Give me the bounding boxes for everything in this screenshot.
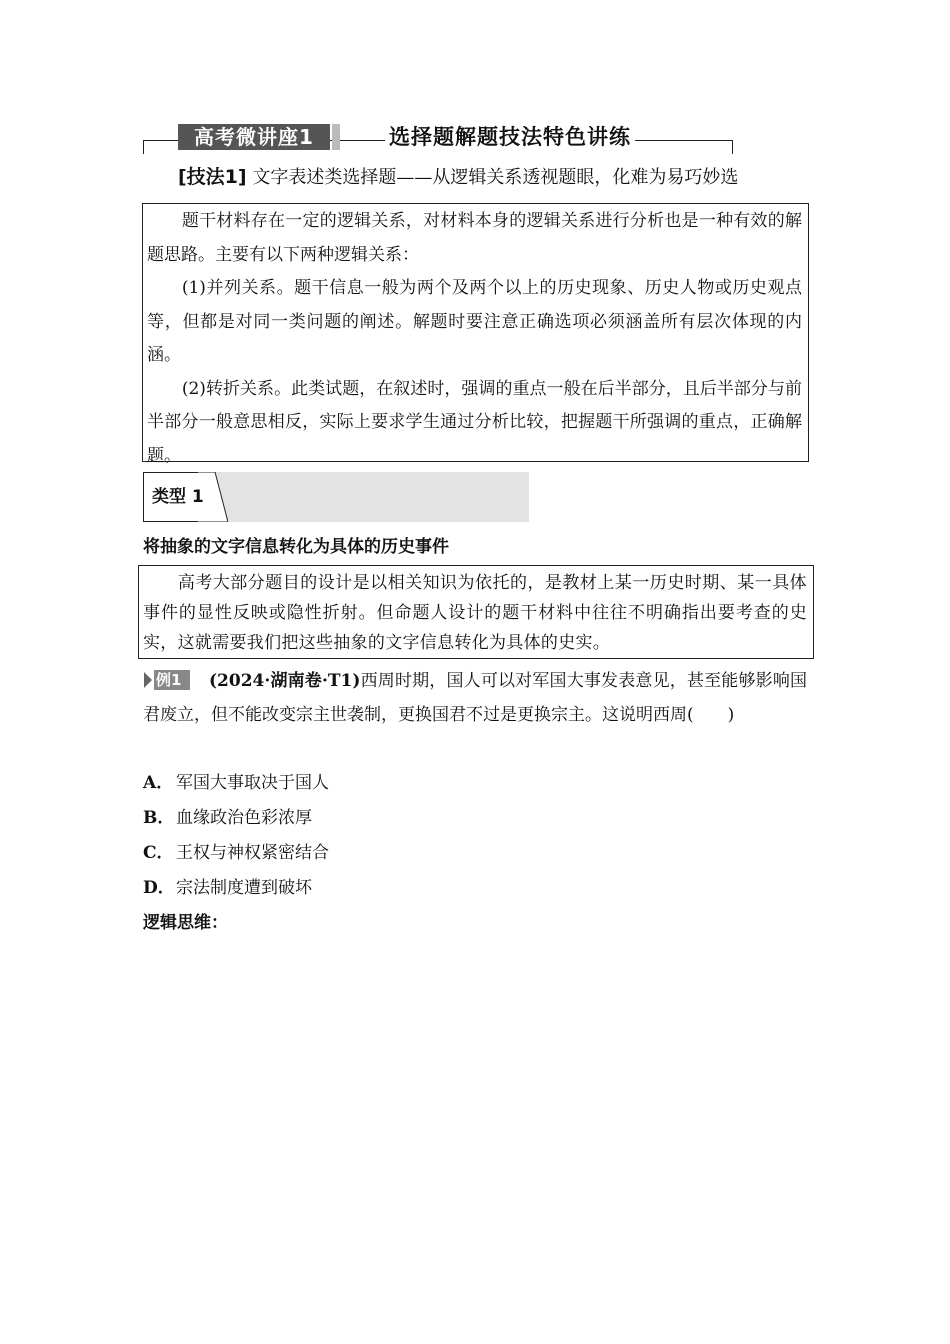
example-question-text: 西周时期，国人可以对军国大事发表意见，甚至能够影响国君废立，但不能改变宗主世袭制，更换国君不过是更换宗主。这说明西周( ) (143, 671, 807, 725)
option-d-text: 宗法制度遭到破坏 (176, 878, 312, 898)
series-tag: 高考微讲座1 (178, 124, 330, 150)
intro-box (142, 203, 809, 466)
technique-text: 文字表述类选择题——从逻辑关系透视题眼，化难为易巧妙选 (252, 167, 739, 188)
option-c (143, 838, 329, 868)
option-a (143, 768, 329, 798)
option-c-text: 王权与神权紧密结合 (176, 843, 329, 863)
series-tag-accent (332, 124, 340, 150)
option-b-key: B． (143, 808, 175, 828)
technique-tag: [技法1] (178, 166, 247, 188)
example-question (143, 664, 807, 732)
option-b (143, 803, 312, 833)
technique-heading (178, 163, 738, 192)
logic-thinking-label: 逻辑思维： (143, 913, 228, 933)
type-description-box (138, 565, 814, 659)
option-c-key: C． (143, 843, 174, 863)
example-source: (2024·湖南卷·T1) (209, 671, 361, 691)
header-rule-left-tick (143, 140, 144, 154)
option-a-text: 军国大事取决于国人 (176, 773, 329, 793)
option-d-key: D． (143, 878, 175, 898)
intro-paragraph-2: (1)并列关系。题干信息一般为两个及两个以上的历史现象、历史人物或历史观点等，但都是对同一类问题的阐述。解题时要注意正确选项必须涵盖所有层次体现的内涵。 (147, 278, 802, 365)
intro-paragraph-1: 题干材料存在一定的逻辑关系，对材料本身的逻辑关系进行分析也是一种有效的解题思路。主要有以下两种逻辑关系： (147, 211, 802, 265)
option-b-text: 血缘政治色彩浓厚 (176, 808, 312, 828)
type-banner-background (200, 472, 529, 522)
intro-paragraph-3: (2)转折关系。此类试题，在叙述时，强调的重点一般在后半部分，且后半部分与前半部分一般意思相反，实际上要求学生通过分析比较，把握题干所强调的重点，正确解题。 (147, 378, 802, 466)
lecture-title: 选择题解题技法特色讲练 (385, 122, 635, 152)
option-a-key: A． (143, 773, 174, 793)
option-d (143, 873, 312, 903)
type-description: 高考大部分题目的设计是以相关知识为依托的，是教材上某一历史时期、某一具体事件的显性反映或隐性折射。但命题人设计的题干材料中往往不明确指出要考查的史实，这就需要我们把这些抽象的文字信息转化为具体的史实。 (143, 573, 807, 653)
type-heading: 将抽象的文字信息转化为具体的历史事件 (143, 537, 449, 557)
example-badge: 例1 (154, 670, 190, 690)
type-label: 类型 1 (152, 487, 204, 507)
header-rule-right-tick (732, 140, 733, 154)
